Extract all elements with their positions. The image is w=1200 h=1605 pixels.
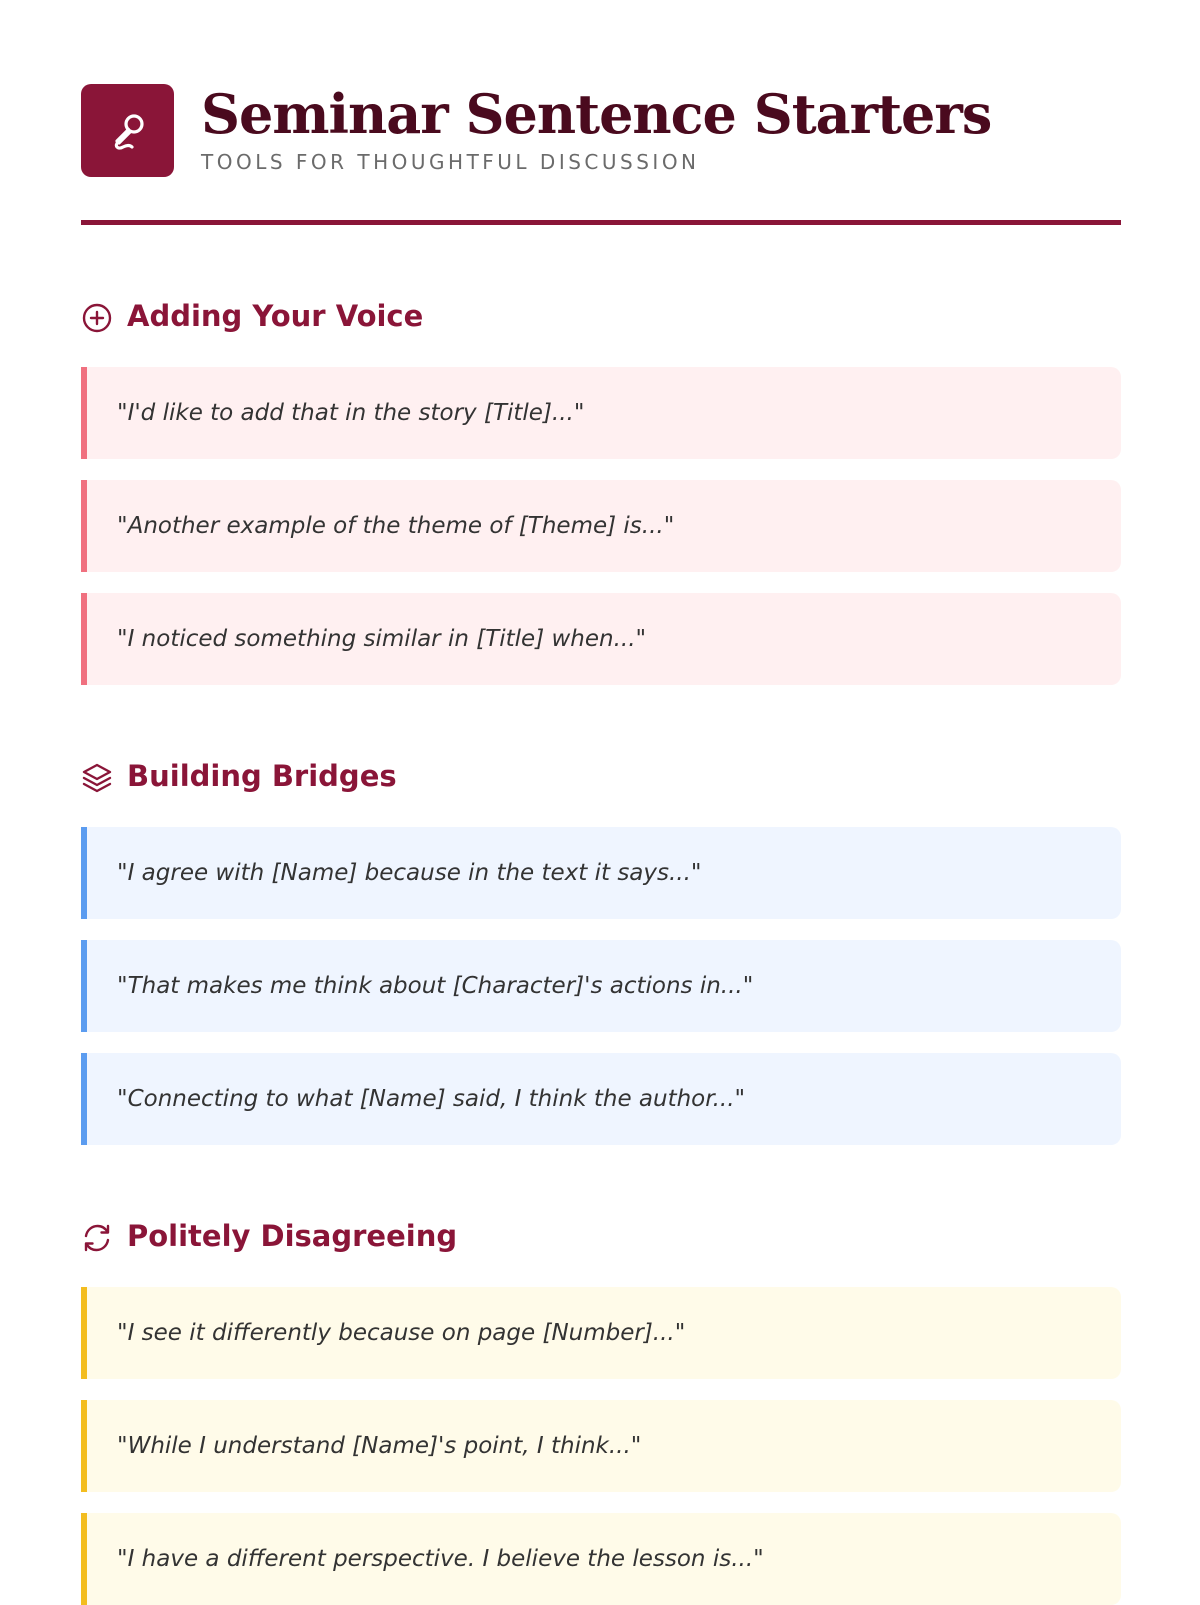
section-title: Politely Disagreeing (127, 1219, 458, 1253)
header (81, 84, 1121, 178)
starter-card (81, 593, 1121, 685)
refresh-icon (81, 1222, 113, 1254)
logo (81, 84, 174, 177)
section-title: Adding Your Voice (127, 299, 424, 333)
layers-icon (81, 762, 113, 794)
section-header (81, 756, 1121, 796)
starter-text: "While I understand [Name]'s point, I think..." (117, 1433, 642, 1459)
starter-card (81, 1400, 1121, 1492)
starter-card (81, 827, 1121, 919)
starter-text: "I'd like to add that in the story [Title]..." (117, 400, 585, 426)
page-subtitle: TOOLS FOR THOUGHTFUL DISCUSSION (201, 150, 700, 174)
starter-text: "Connecting to what [Name] said, I think the author..." (117, 1086, 746, 1112)
section-header (81, 296, 1121, 336)
starter-text: "I agree with [Name] because in the text it says..." (117, 860, 702, 886)
starter-card (81, 1287, 1121, 1379)
header-divider (81, 220, 1121, 225)
microphone-icon (104, 107, 152, 155)
starter-text: "Another example of the theme of [Theme] is..." (117, 513, 675, 539)
starter-card (81, 367, 1121, 459)
starter-card (81, 940, 1121, 1032)
starter-text: "That makes me think about [Character]'s actions in..." (117, 973, 754, 999)
page-title: Seminar Sentence Starters (201, 82, 992, 146)
starter-card (81, 1513, 1121, 1605)
starter-card (81, 480, 1121, 572)
plus-circle-icon (81, 302, 113, 334)
section-header (81, 1216, 1121, 1256)
starter-text: "I noticed something similar in [Title] when..." (117, 626, 647, 652)
starter-card (81, 1053, 1121, 1145)
section-title: Building Bridges (127, 759, 397, 793)
starter-text: "I see it differently because on page [Number]..." (117, 1320, 686, 1346)
starter-text: "I have a different perspective. I believe the lesson is..." (117, 1546, 764, 1572)
